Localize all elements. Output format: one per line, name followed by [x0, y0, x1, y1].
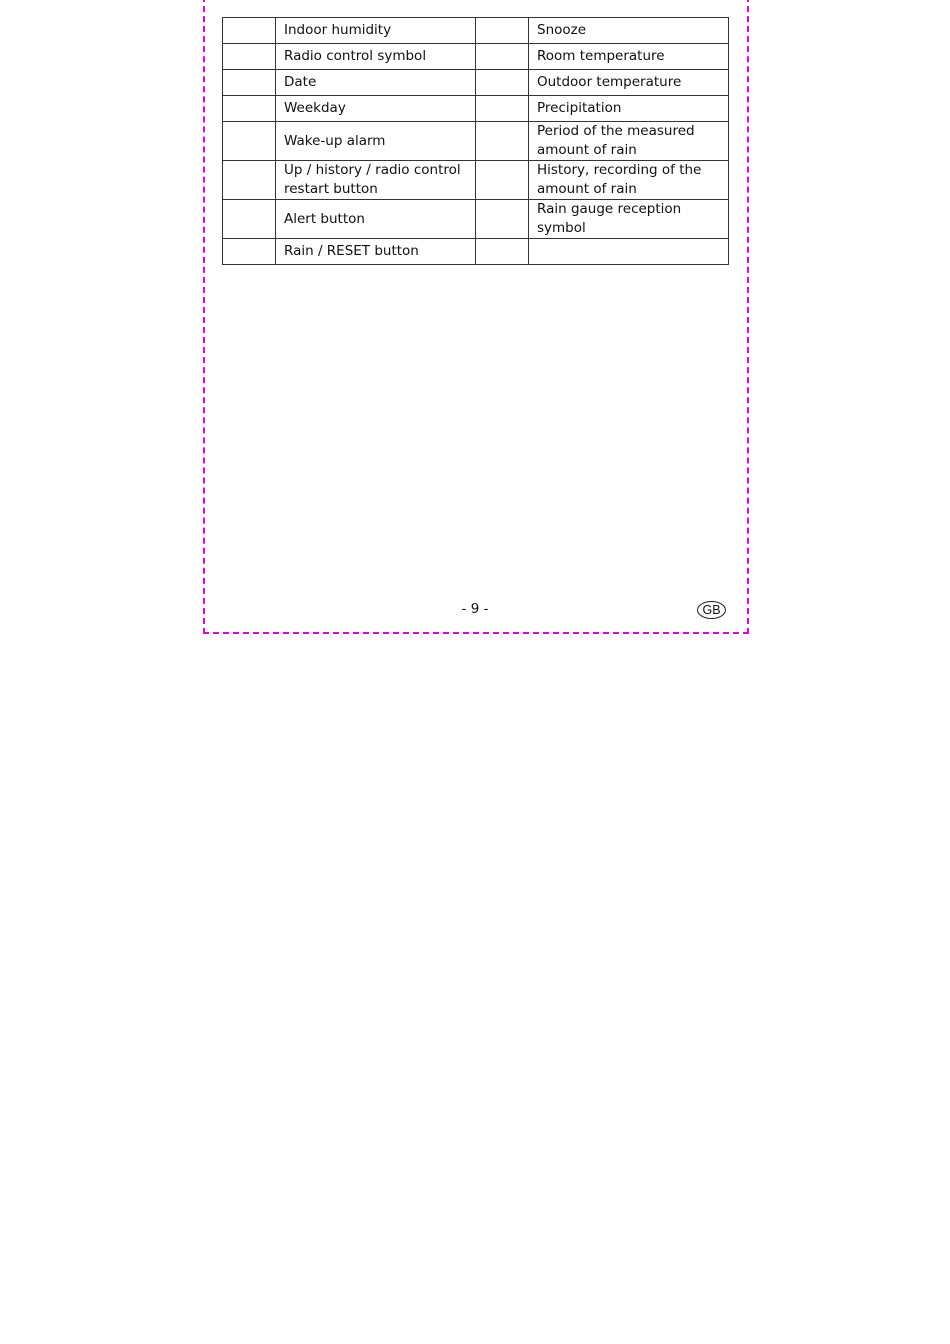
- right-label-cell: History, recording of the amount of rain: [529, 161, 729, 200]
- left-number-cell: [223, 18, 276, 44]
- right-number-cell: [476, 122, 529, 161]
- table-row: [223, 44, 729, 70]
- right-number-cell: [476, 96, 529, 122]
- table-row: [223, 96, 729, 122]
- left-label-cell: Indoor humidity: [276, 18, 476, 44]
- left-number-cell: [223, 44, 276, 70]
- left-number-cell: [223, 70, 276, 96]
- right-number-cell: [476, 70, 529, 96]
- table-row: [223, 200, 729, 239]
- right-number-cell: [476, 239, 529, 265]
- left-number-cell: [223, 161, 276, 200]
- table-row: [223, 70, 729, 96]
- right-label-cell: Outdoor temperature: [529, 70, 729, 96]
- left-label-cell: Up / history / radio control restart button: [276, 161, 476, 200]
- table-row: [223, 18, 729, 44]
- table-row: [223, 122, 729, 161]
- legend-table: [222, 17, 729, 265]
- right-number-cell: [476, 44, 529, 70]
- left-number-cell: [223, 96, 276, 122]
- left-number-cell: [223, 200, 276, 239]
- right-label-cell: [529, 239, 729, 265]
- left-number-cell: [223, 239, 276, 265]
- page-number: - 9 -: [461, 601, 489, 617]
- right-number-cell: [476, 18, 529, 44]
- right-label-cell: Snooze: [529, 18, 729, 44]
- table-row: [223, 239, 729, 265]
- left-label-cell: Rain / RESET button: [276, 239, 476, 265]
- right-label-cell: Period of the measured amount of rain: [529, 122, 729, 161]
- left-label-cell: Alert button: [276, 200, 476, 239]
- left-label-cell: Date: [276, 70, 476, 96]
- right-label-cell: Room temperature: [529, 44, 729, 70]
- left-label-cell: Wake-up alarm: [276, 122, 476, 161]
- left-label-cell: Radio control symbol: [276, 44, 476, 70]
- table-row: [223, 161, 729, 200]
- right-number-cell: [476, 200, 529, 239]
- left-label-cell: Weekday: [276, 96, 476, 122]
- right-label-cell: Precipitation: [529, 96, 729, 122]
- right-label-cell: Rain gauge reception symbol: [529, 200, 729, 239]
- country-code-badge: GB: [697, 601, 726, 619]
- right-number-cell: [476, 161, 529, 200]
- left-number-cell: [223, 122, 276, 161]
